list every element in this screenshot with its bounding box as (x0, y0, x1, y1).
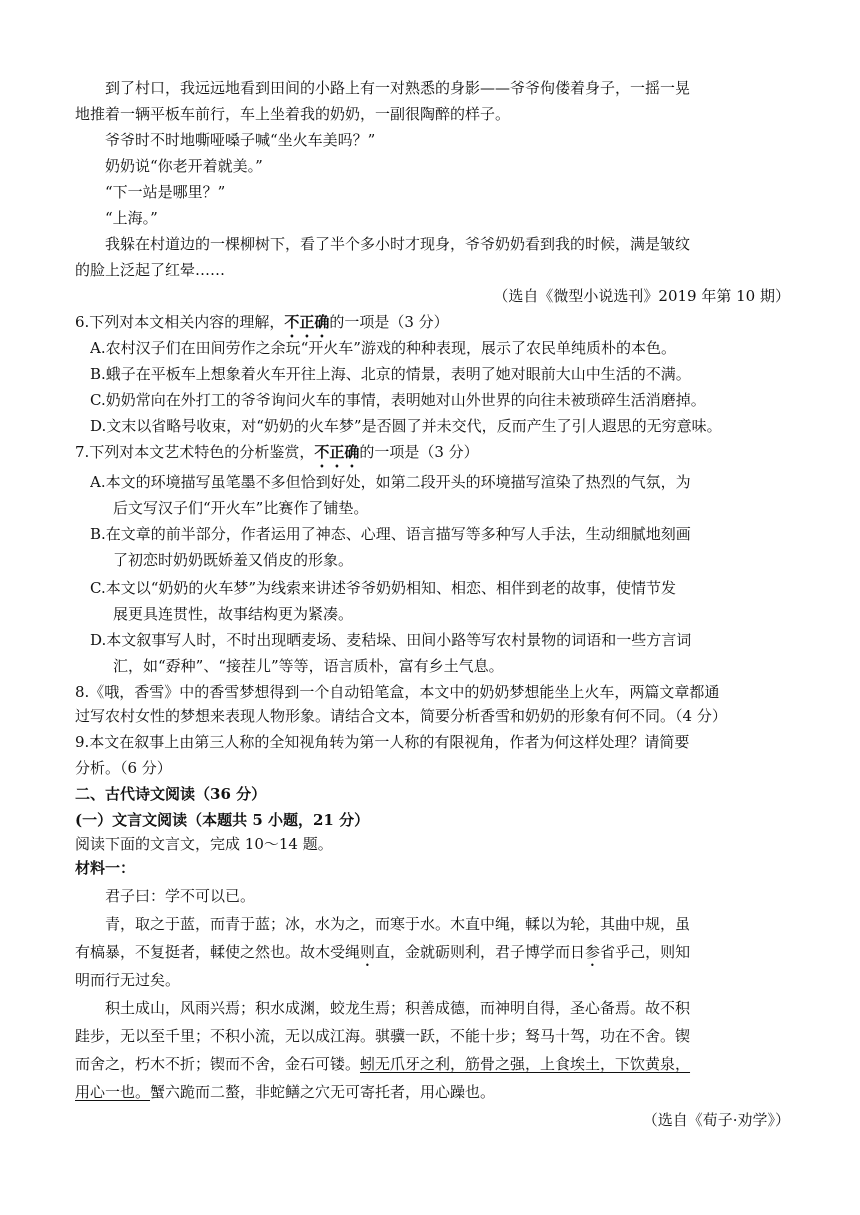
classical-text-line: 明而行无过矣。 (75, 971, 181, 989)
q7-option-b: B.在文章的前半部分，作者运用了神态、心理、语言描写等多种写人手法，生动细腻地刻画 (90, 525, 691, 543)
classical-source: （选自《荀子·劝学》） (642, 1111, 790, 1129)
question-9-cont: 分析。（6 分） (75, 759, 172, 777)
story-paragraph: 我躲在村道边的一棵柳树下，看了半个多小时才现身，爷爷奶奶看到我的时候，满是皱纹 (105, 235, 691, 253)
q6-option-b: B.蛾子在平板车上想象着火车开往上海、北京的情景，表明了她对眼前大山中生活的不满。 (90, 365, 691, 383)
story-source: （选自《微型小说选刊》2019 年第 10 期） (493, 287, 790, 305)
instruction-text: 阅读下面的文言文，完成 10～14 题。 (75, 835, 333, 853)
classical-text-line: 用心一也。蟹六跪而二螯，非蛇鳝之穴无可寄托者，用心躁也。 (75, 1083, 496, 1101)
section-title: 二、古代诗文阅读（36 分） (75, 785, 267, 803)
underlined-text: 用心一也。 (75, 1083, 151, 1101)
question-7-stem: 7.下列对本文艺术特色的分析鉴赏，不正确的一项是（3 分） (75, 443, 479, 461)
story-paragraph: 到了村口，我远远地看到田间的小路上有一对熟悉的身影——爷爷佝偻着身子，一摇一晃 (105, 79, 691, 97)
q7-option-a: A.本文的环境描写虽笔墨不多但恰到好处，如第二段开头的环境描写渲染了热烈的气氛，为 (90, 473, 691, 491)
emphasis-text: 不正确 (284, 313, 330, 331)
q6-option-a: A.农村汉子们在田间劳作之余玩“开火车”游戏的种种表现，展示了农民单纯质朴的本色。 (90, 339, 676, 357)
material-label: 材料一： (75, 859, 136, 877)
classical-text-line: 积土成山，风雨兴焉；积水成渊，蛟龙生焉；积善成德，而神明自得，圣心备焉。故不积 (105, 999, 691, 1017)
emphasis-char: 参 (585, 943, 601, 961)
question-8-cont: 过写农村女性的梦想来表现人物形象。请结合文本，简要分析香雪和奶奶的形象有何不同。（4 分） (75, 707, 727, 725)
q6-option-d: D.文末以省略号收束，对“奶奶的火车梦”是否圆了并未交代，反而产生了引人遐思的无穷意味。 (90, 417, 722, 435)
classical-text-line: 君子曰：学不可以已。 (105, 887, 256, 905)
classical-text-line: 而舍之，朽木不折；锲而不舍，金石可镂。蚓无爪牙之利，筋骨之强，上食埃土，下饮黄泉， (75, 1055, 691, 1073)
emphasis-text: 不正确 (314, 443, 360, 461)
classical-text-line: 有槁暴，不复挺者，輮使之然也。故木受绳则直，金就砺则利，君子博学而日参省乎己，则知 (75, 943, 691, 961)
q7-option-c: C.本文以“奶奶的火车梦”为线索来讲述爷爷奶奶相知、相恋、相伴到老的故事，使情节发 (90, 579, 677, 597)
q7-option-b-cont: 了初恋时奶奶既娇羞又俏皮的形象。 (113, 551, 354, 569)
subsection-title: (一）文言文阅读（本题共 5 小题，21 分） (75, 811, 370, 829)
question-8: 8.《哦，香雪》中的香雪梦想得到一个自动铅笔盒，本文中的奶奶梦想能坐上火车，两篇文章都通 (75, 683, 720, 701)
q7-option-d-cont: 汇，如“孬种”、“接茬儿”等等，语言质朴，富有乡土气息。 (113, 657, 504, 675)
question-6-stem: 6.下列对本文相关内容的理解，不正确的一项是（3 分） (75, 313, 449, 331)
emphasis-char: 则 (360, 943, 376, 961)
q7-option-a-cont: 后文写汉子们“开火车”比赛作了铺垫。 (113, 499, 369, 517)
story-dialogue: 爷爷时不时地嘶哑嗓子喊“坐火车美吗？” (105, 131, 376, 149)
q7-option-c-cont: 展更具连贯性，故事结构更为紧凑。 (113, 605, 354, 623)
story-dialogue: “下一站是哪里？” (105, 183, 226, 201)
story-paragraph-cont: 的脸上泛起了红晕…… (75, 261, 226, 279)
story-dialogue: 奶奶说“你老开着就美。” (105, 157, 263, 175)
story-dialogue: “上海。” (105, 209, 158, 227)
classical-text-line: 青，取之于蓝，而青于蓝；冰，水为之，而寒于水。木直中绳，輮以为轮，其曲中规，虽 (105, 915, 691, 933)
underlined-text: 蚓无爪牙之利，筋骨之强，上食埃土，下饮黄泉， (360, 1055, 691, 1073)
question-9: 9.本文在叙事上由第三人称的全知视角转为第一人称的有限视角，作者为何这样处理？请简要 (75, 733, 690, 751)
story-paragraph-cont: 地推着一辆平板车前行，车上坐着我的奶奶，一副很陶醉的样子。 (75, 105, 511, 123)
q6-option-c: C.奶奶常向在外打工的爷爷询问火车的事情，表明她对山外世界的向往未被琐碎生活消磨掉。 (90, 391, 706, 409)
classical-text-line: 跬步，无以至千里；不积小流，无以成江海。骐骥一跃，不能十步；驽马十驾，功在不舍。锲 (75, 1027, 691, 1045)
q7-option-d: D.本文叙事写人时，不时出现晒麦场、麦秸垛、田间小路等写农村景物的词语和一些方言词 (90, 631, 692, 649)
